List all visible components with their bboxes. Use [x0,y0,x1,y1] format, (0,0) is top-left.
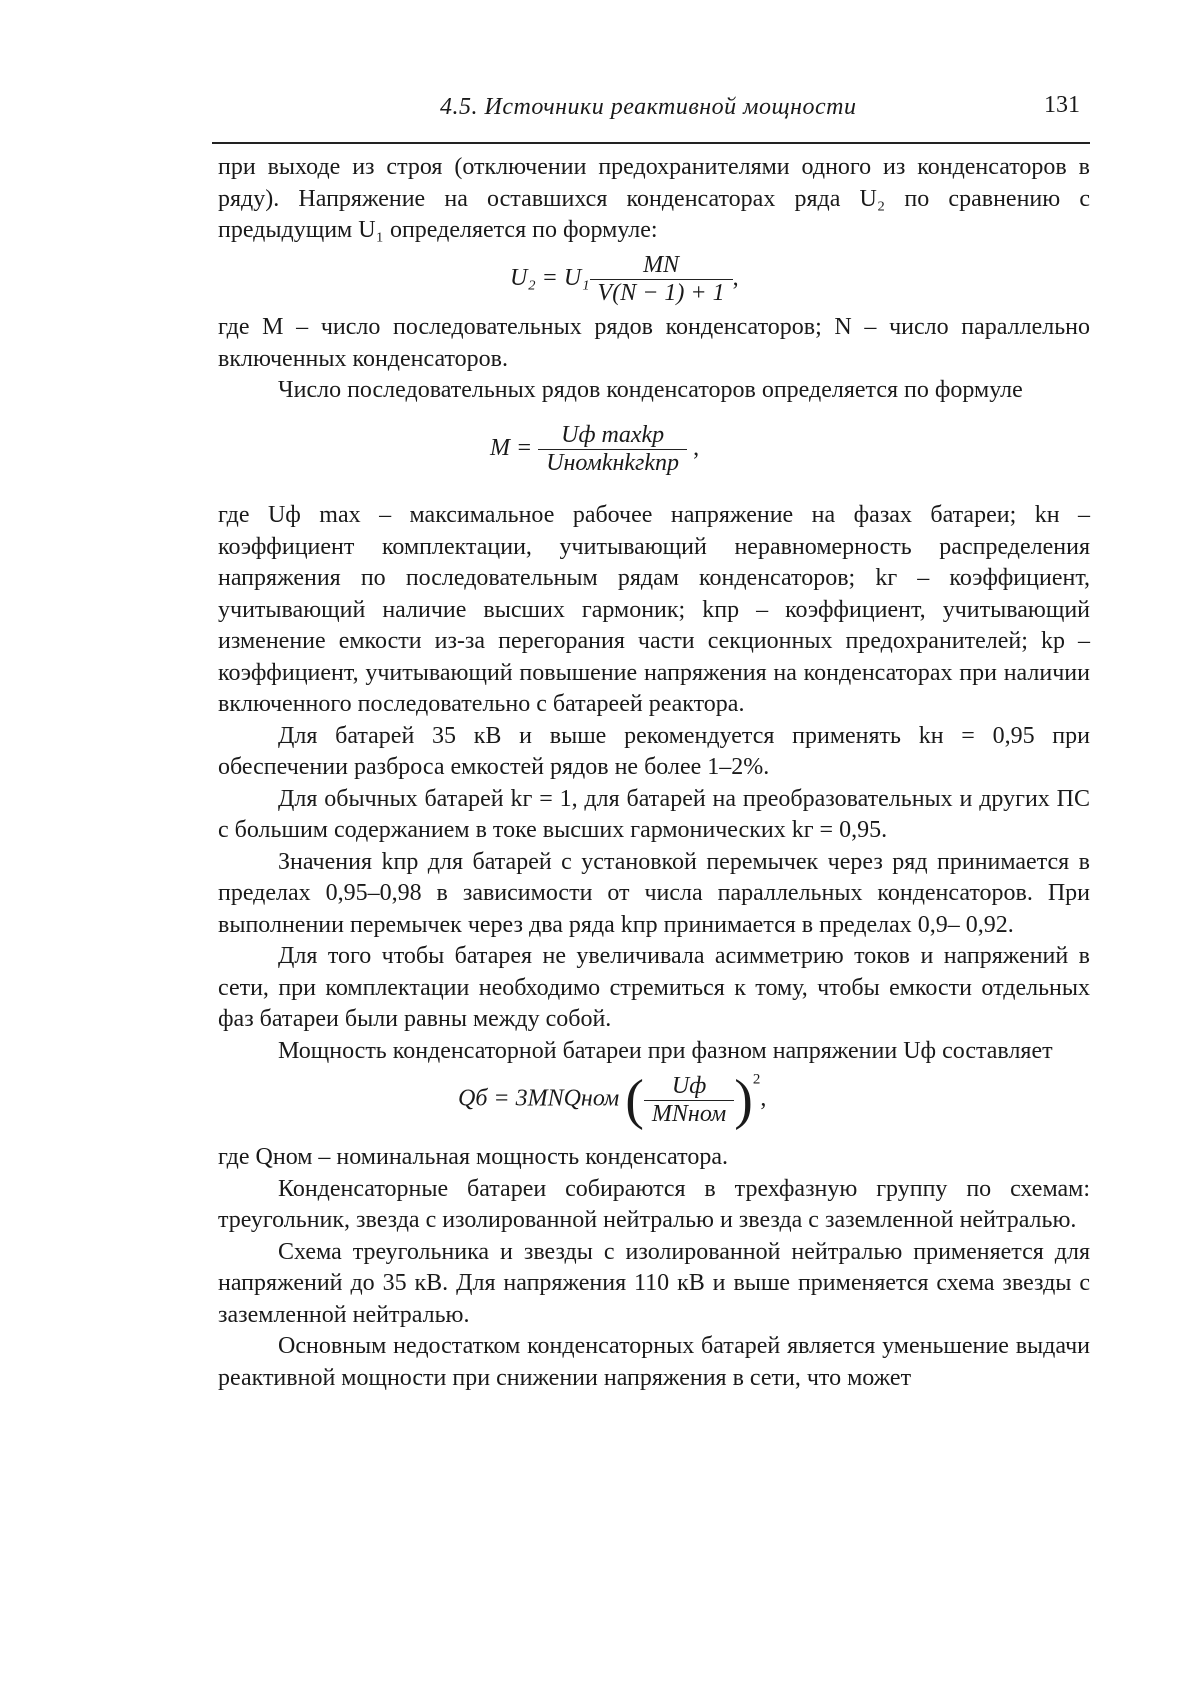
formula-lhs: Qб = 3MNQном [458,1085,620,1112]
paragraph: Для обычных батарей kг = 1, для батарей на преобразовательных и других ПС с большим содержанием в токе высших гармонических kг = 0,95. [218,785,1090,843]
formula-fraction [590,252,733,307]
paragraph: Для батарей 35 кВ и выше рекомендуется применять kн = 0,95 при обеспечении разброса емкостей рядов не более 1–2%. [218,722,1090,780]
paragraph: Конденсаторные батареи собираются в трехфазную группу по схемам: треугольник, звезда с изолированной нейтралью и звезда с заземленной нейтралью. [218,1175,1090,1233]
left-paren: ( [625,1069,644,1131]
formula-numerator: Uф [671,1072,707,1099]
running-header [210,88,1090,128]
paragraph: Мощность конденсаторной батареи при фазном напряжении Uф составляет [278,1037,1053,1064]
formula-numerator: Uф maxkр [561,422,665,448]
formula-lhs: M = [490,435,533,462]
paragraph: Число последовательных рядов конденсаторов определяется по формуле [278,377,1023,403]
right-paren: ) [734,1069,753,1131]
formula-fraction [538,422,687,477]
section-title: 4.5. Источники реактивной мощности [440,94,857,120]
text-block-4 [218,1142,1090,1394]
formula-exponent: 2 [752,1071,761,1088]
formula-m [490,422,699,477]
formula-u2 [510,252,739,307]
formula-denominator: MNном [644,1100,734,1128]
paragraph: Значения kпр для батарей с установкой перемычек через ряд принимается в пределах 0,95–0,98 в зависимости от числа параллельных конденсаторов. При выполнении перемычек через два ряда kпр принимается в пределах 0,9– 0,92. [218,848,1090,938]
page-number: 131 [1044,92,1080,118]
formula-tail: , [760,1085,767,1112]
paragraph: при выходе из строя (отключении предохранителями одного из конденсаторов в ряду). Напряжение на оставшихся конденсаторах ряда U₂ по сравнению с предыдущим U₁ определяется по формуле: [218,154,1090,243]
formula-tail: , [693,435,700,462]
text-block-1 [218,152,1090,247]
paragraph: Основным недостатком конденсаторных батарей является уменьшение выдачи реактивной мощности при снижении напряжения в сети, что может [218,1333,1090,1391]
paragraph: Для того чтобы батарея не увеличивала асимметрию токов и напряжений в сети, при комплектации необходимо стремиться к тому, чтобы емкости отдельных фаз батареи были равны между собой. [218,943,1090,1032]
formula-fraction [644,1073,734,1128]
text-block-3 [218,500,1090,1067]
formula-tail: , [732,265,739,292]
paragraph: где Qном – номинальная мощность конденсатора. [218,1144,728,1170]
formula-denominator: Uномkнkгkпр [538,449,687,477]
paragraph: Схема треугольника и звезды с изолированной нейтралью применяется для напряжений до 35 кВ. Для напряжения 110 кВ и выше применяется схема звезды с заземленной нейтралью. [218,1238,1090,1328]
formula-numerator: MN [643,252,680,278]
formula-qb [458,1068,766,1132]
paragraph: где M – число последовательных рядов конденсаторов; N – число параллельно включенных конденсаторов. [218,314,1090,372]
header-rule [212,142,1090,144]
formula-lhs: U₂ = U₁ [510,265,590,292]
text-block-2 [218,312,1090,407]
formula-denominator: V(N − 1) + 1 [590,279,733,307]
paragraph: где Uф max – максимальное рабочее напряжение на фазах батареи; kн – коэффициент комплектации, учитывающий неравномерность распределения напряжения по последовательным рядам конденсаторов; kг – коэффициент, учитывающий наличие высших гармоник; kпр – коэффициент, учитывающий изменение емкости из-за перегорания части секционных предохранителей; kр – коэффициент, учитывающий повышение напряжения на конденсаторах при наличии включенного последовательно с батареей реактора. [218,502,1090,717]
